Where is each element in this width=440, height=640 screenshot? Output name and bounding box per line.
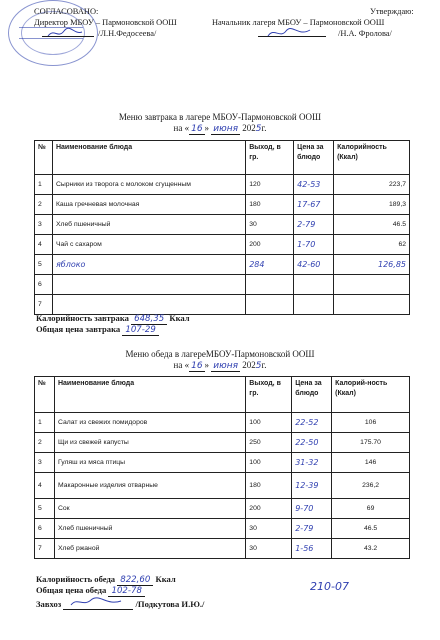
table-row	[35, 433, 410, 453]
row-calories: 46.5	[332, 519, 410, 539]
signature-line-right	[258, 26, 326, 37]
table-row	[35, 175, 410, 195]
row-weight: 30	[246, 539, 292, 559]
col-weight: Выход, в гр.	[246, 377, 292, 413]
row-price: 12-39	[292, 473, 332, 499]
row-number: 6	[35, 275, 53, 295]
row-dish: Хлеб ржаной	[54, 539, 245, 559]
date-mid: »	[204, 123, 210, 133]
row-calories: 62	[334, 235, 410, 255]
row-weight: 200	[246, 235, 294, 255]
row-price: 2-79	[294, 215, 334, 235]
row-weight: 200	[246, 499, 292, 519]
date-day: 16	[191, 124, 203, 134]
col-calories: Калорий-ность (Ккал)	[332, 377, 410, 413]
row-number: 7	[35, 295, 53, 315]
lunch-date	[0, 360, 440, 372]
row-calories: 146	[332, 453, 410, 473]
row-calories	[334, 295, 410, 315]
date-month: июня	[213, 124, 239, 134]
breakfast-title: Меню завтрака в лагере МБОУ-Пармоновской ООШ	[118, 112, 322, 122]
row-dish: яблоко	[52, 255, 245, 275]
breakfast-date	[0, 123, 440, 135]
lunch-calories	[36, 574, 176, 585]
row-calories: 223,7	[334, 175, 410, 195]
row-calories: 43.2	[332, 539, 410, 559]
breakfast-price-value: 107-29	[122, 325, 158, 336]
row-dish: Сырники из творога с молоком сгущенным	[52, 175, 245, 195]
date-year-prefix: 202	[242, 360, 256, 370]
manager-signature	[63, 597, 133, 607]
row-weight: 120	[246, 175, 294, 195]
table-row	[35, 255, 410, 275]
col-dish: Наименование блюда	[54, 377, 245, 413]
date-prefix: на «	[173, 123, 190, 133]
signature-right	[258, 27, 326, 39]
date-prefix: на «	[173, 360, 190, 370]
table-row	[35, 473, 410, 499]
approval-left-position: Директор МБОУ – Пармоновской ООШ	[34, 18, 177, 27]
lunch-calories-value: 822,60	[117, 575, 153, 586]
approval-right-title: Утверждаю:	[370, 7, 414, 16]
row-calories: 46.5	[334, 215, 410, 235]
row-price	[294, 275, 334, 295]
breakfast-calories-value: 648,35	[131, 314, 167, 325]
date-year-suffix: 5	[255, 124, 262, 134]
col-dish: Наименование блюда	[52, 141, 245, 175]
date-year-prefix: 202	[242, 123, 256, 133]
row-price	[294, 295, 334, 315]
row-weight	[246, 275, 294, 295]
table-row	[35, 539, 410, 559]
row-price: 1-56	[292, 539, 332, 559]
row-price: 9-70	[292, 499, 332, 519]
row-weight: 180	[246, 473, 292, 499]
lunch-calories-unit: Ккал	[155, 574, 176, 584]
row-calories: 126,85	[334, 255, 410, 275]
table-row	[35, 413, 410, 433]
lunch-price-label: Общая цена обеда	[36, 585, 107, 595]
row-number: 6	[35, 519, 55, 539]
table-row	[35, 295, 410, 315]
row-calories: 189,3	[334, 195, 410, 215]
lunch-table	[34, 376, 410, 559]
row-dish	[52, 295, 245, 315]
col-number: №	[35, 377, 55, 413]
row-price: 42-53	[294, 175, 334, 195]
row-price: 17-67	[294, 195, 334, 215]
row-number: 1	[35, 175, 53, 195]
row-weight: 250	[246, 433, 292, 453]
row-dish	[52, 275, 245, 295]
table-row	[35, 235, 410, 255]
row-weight: 30	[246, 215, 294, 235]
col-price: Цена за блюдо	[294, 141, 334, 175]
lunch-title: Меню обеда в лагереМБОУ-Пармоновской ООШ	[125, 349, 315, 359]
row-dish: Хлеб пшеничный	[54, 519, 245, 539]
row-number: 3	[35, 215, 53, 235]
row-number: 4	[35, 473, 55, 499]
table-row	[35, 519, 410, 539]
row-calories: 106	[332, 413, 410, 433]
row-weight: 284	[246, 255, 294, 275]
row-dish: Хлеб пшеничный	[52, 215, 245, 235]
manager-signature-line	[63, 597, 133, 610]
row-number: 7	[35, 539, 55, 559]
breakfast-price	[36, 324, 159, 335]
approval-left-title: СОГЛАСОВАНО:	[34, 7, 99, 16]
table-row	[35, 195, 410, 215]
row-calories: 175.70	[332, 433, 410, 453]
signature-left	[42, 27, 94, 39]
approval-right-name: /Н.А. Фролова/	[338, 29, 392, 38]
table-row	[35, 275, 410, 295]
row-calories: 236,2	[332, 473, 410, 499]
breakfast-price-label: Общая цена завтрака	[36, 324, 121, 334]
row-dish: Сок	[54, 499, 245, 519]
lunch-price-value: 102-78	[108, 586, 144, 597]
date-month: июня	[213, 361, 239, 371]
row-weight: 100	[246, 453, 292, 473]
table-row	[35, 215, 410, 235]
col-price: Цена за блюдо	[292, 377, 332, 413]
row-calories: 69	[332, 499, 410, 519]
row-weight	[246, 295, 294, 315]
date-day: 16	[191, 361, 203, 371]
row-number: 3	[35, 453, 55, 473]
row-number: 2	[35, 195, 53, 215]
row-dish: Гуляш из мяса птицы	[54, 453, 245, 473]
row-number: 4	[35, 235, 53, 255]
row-weight: 100	[246, 413, 292, 433]
row-price: 22-50	[292, 433, 332, 453]
row-number: 5	[35, 255, 53, 275]
date-end: г.	[261, 123, 267, 133]
approval-left-name: /Л.Н.Федосеева/	[98, 29, 157, 38]
row-price: 1-70	[294, 235, 334, 255]
row-number: 2	[35, 433, 55, 453]
row-number: 5	[35, 499, 55, 519]
breakfast-calories-unit: Ккал	[169, 313, 190, 323]
date-end: г.	[261, 360, 267, 370]
row-price: 42-60	[294, 255, 334, 275]
row-weight: 180	[246, 195, 294, 215]
row-dish: Щи из свежей капусты	[54, 433, 245, 453]
row-dish: Каша гречневая молочная	[52, 195, 245, 215]
col-number: №	[35, 141, 53, 175]
row-dish: Салат из свежих помидоров	[54, 413, 245, 433]
row-price: 2-79	[292, 519, 332, 539]
row-dish: Макаронные изделия отварные	[54, 473, 245, 499]
breakfast-calories	[36, 313, 190, 324]
manager-signoff	[36, 597, 204, 610]
row-weight: 30	[246, 519, 292, 539]
row-calories	[334, 275, 410, 295]
breakfast-table	[34, 140, 410, 315]
row-dish: Чай с сахаром	[52, 235, 245, 255]
row-price: 31-32	[292, 453, 332, 473]
date-year-suffix: 5	[255, 361, 262, 371]
table-row	[35, 499, 410, 519]
col-weight: Выход, в гр.	[246, 141, 294, 175]
lunch-calories-label: Калорийность обеда	[36, 574, 116, 584]
lunch-price	[36, 585, 145, 596]
approval-right-position: Начальник лагеря МБОУ – Пармоновской ООШ	[212, 18, 385, 27]
signature-line-left	[42, 26, 94, 37]
row-price: 22-52	[292, 413, 332, 433]
date-mid: »	[204, 360, 210, 370]
manager-name: /Подкутова И.Ю./	[135, 599, 205, 609]
manager-label: Завхоз	[36, 599, 62, 609]
total-note: 210-07	[310, 580, 349, 593]
table-row	[35, 453, 410, 473]
col-calories: Калорийность (Ккал)	[334, 141, 410, 175]
breakfast-calories-label: Калорийность завтрака	[36, 313, 129, 323]
row-number: 1	[35, 413, 55, 433]
